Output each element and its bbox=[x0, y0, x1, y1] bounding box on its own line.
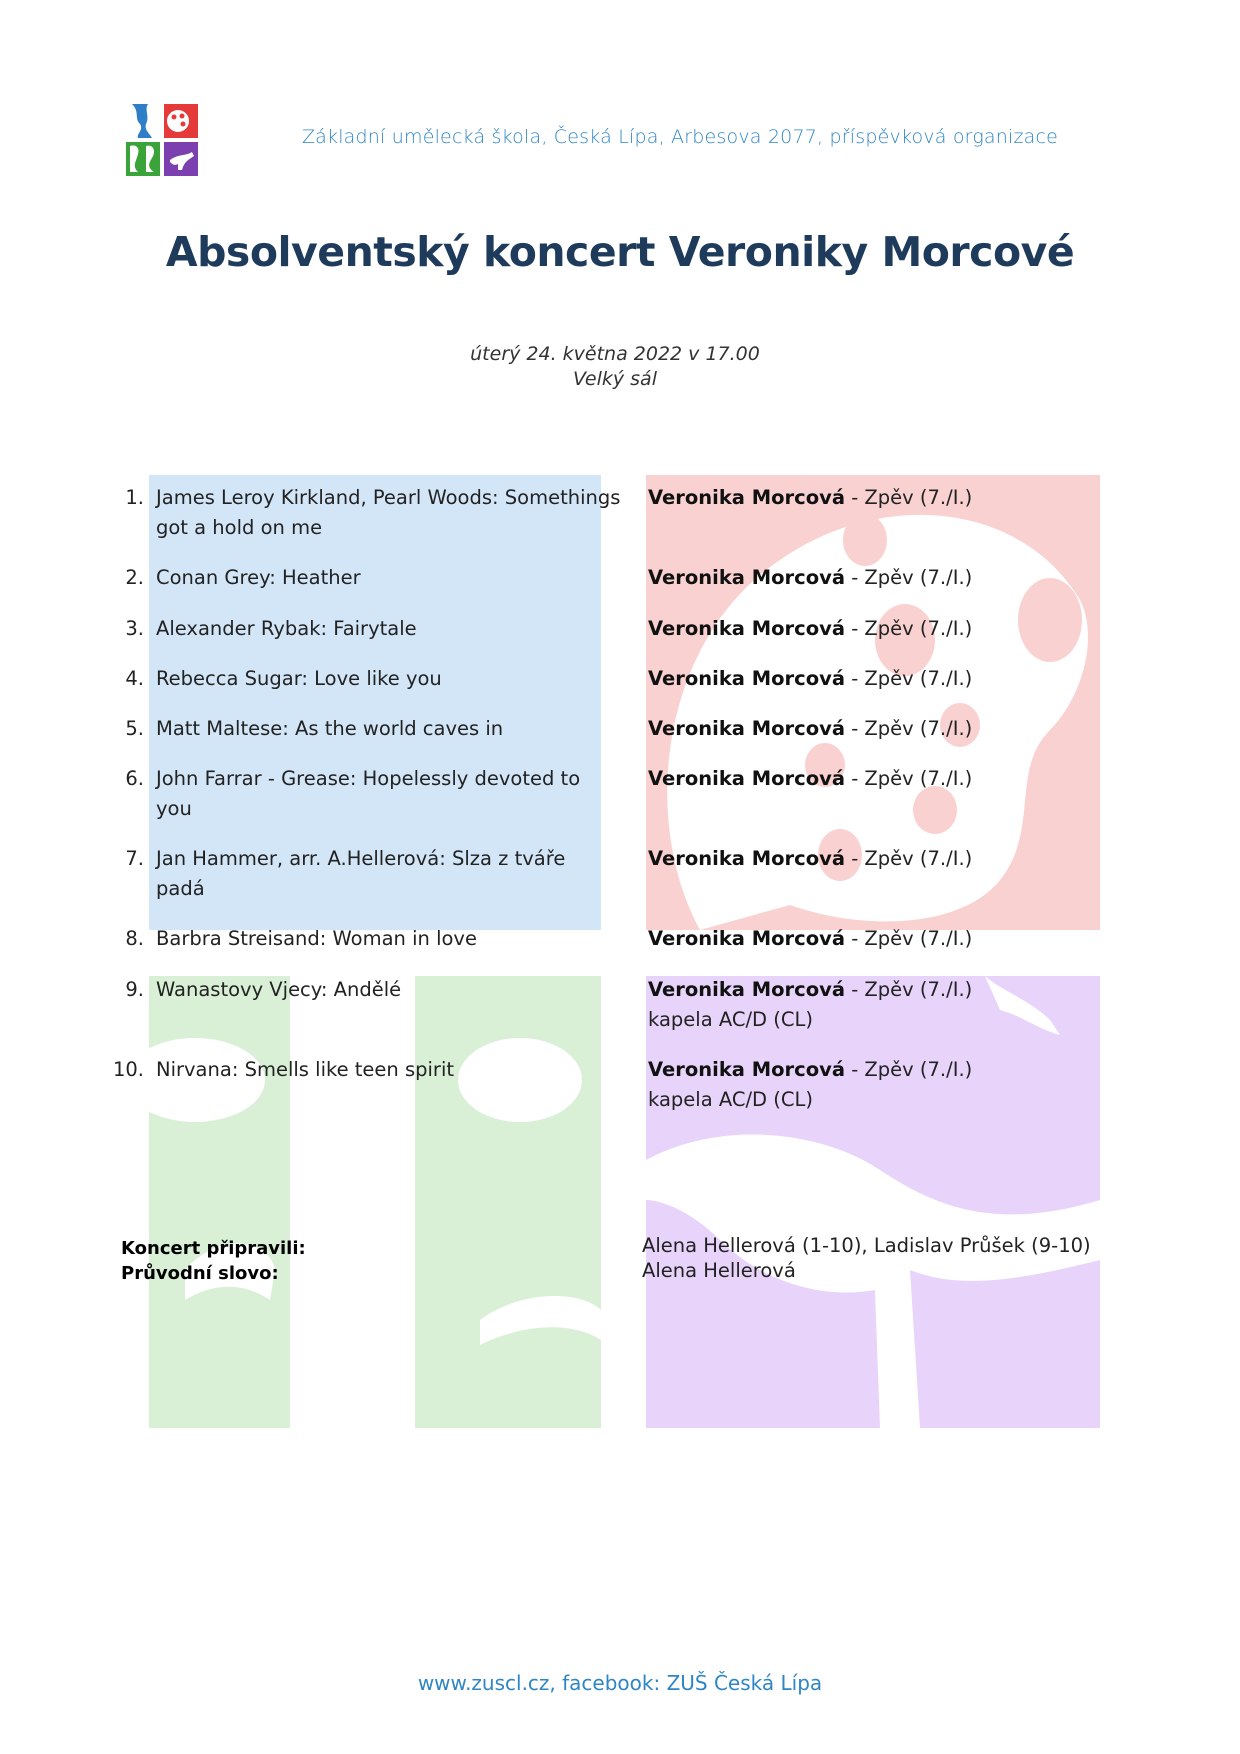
performer-role: - Zpěv (7./I.) bbox=[845, 978, 973, 1001]
item-number: 7. bbox=[125, 847, 144, 870]
item-number: 9. bbox=[125, 978, 144, 1001]
performer bbox=[648, 1055, 1108, 1115]
event-venue: Velký sál bbox=[573, 368, 657, 390]
performer-name: Veronika Morcová bbox=[648, 847, 845, 870]
performer-name: Veronika Morcová bbox=[648, 667, 845, 690]
item-number: 4. bbox=[125, 667, 144, 690]
performer-role: - Zpěv (7./I.) bbox=[845, 617, 973, 640]
event-date: úterý 24. května 2022 v 17.00 bbox=[470, 343, 760, 365]
performer-role: - Zpěv (7./I.) bbox=[845, 927, 973, 950]
performer-role: - Zpěv (7./I.) bbox=[845, 767, 973, 790]
piece-line: Barbra Streisand: Woman in love bbox=[156, 927, 477, 950]
piece-line: John Farrar - Grease: Hopelessly devoted to bbox=[156, 767, 581, 790]
performer-name: Veronika Morcová bbox=[648, 927, 845, 950]
piece-title bbox=[156, 483, 646, 543]
credits-prepared-value: Alena Hellerová (1-10), Ladislav Průšek (9-10) bbox=[642, 1234, 1091, 1257]
school-logo bbox=[126, 104, 198, 176]
item-number: 2. bbox=[125, 566, 144, 589]
performer-name: Veronika Morcová bbox=[648, 717, 845, 740]
performer bbox=[648, 483, 1108, 513]
page-title: Absolventský koncert Veroniky Morcové bbox=[165, 228, 1075, 276]
piece-line: Jan Hammer, arr. A.Hellerová: Slza z tváře bbox=[156, 847, 566, 870]
item-number: 3. bbox=[125, 617, 144, 640]
footer-links[interactable]: www.zuscl.cz, facebook: ZUŠ Česká Lípa bbox=[417, 1671, 823, 1695]
school-name: Základní umělecká škola, Česká Lípa, Arbesova 2077, příspěvková organizace bbox=[301, 126, 1059, 148]
drama-panel bbox=[125, 976, 601, 1428]
piece-line: Matt Maltese: As the world caves in bbox=[156, 717, 504, 740]
performer bbox=[648, 614, 1108, 644]
performer bbox=[648, 714, 1108, 744]
piece-title bbox=[156, 614, 646, 644]
piece-line: got a hold on me bbox=[156, 516, 323, 539]
performer-name: Veronika Morcová bbox=[648, 978, 845, 1001]
performer-name: Veronika Morcová bbox=[648, 566, 845, 589]
item-number: 1. bbox=[125, 486, 144, 509]
performer-role: - Zpěv (7./I.) bbox=[845, 847, 973, 870]
performer-role: - Zpěv (7./I.) bbox=[845, 486, 973, 509]
performer-name: Veronika Morcová bbox=[648, 486, 845, 509]
credits-prepared-label: Koncert připravili: bbox=[121, 1238, 306, 1259]
item-number: 5. bbox=[125, 717, 144, 740]
performer-extra: kapela AC/D (CL) bbox=[648, 1088, 813, 1111]
dance-panel bbox=[646, 976, 1100, 1428]
credits-speech-value: Alena Hellerová bbox=[642, 1259, 796, 1282]
piece-title bbox=[156, 664, 646, 694]
piece-title bbox=[156, 563, 646, 593]
performer-name: Veronika Morcová bbox=[648, 1058, 845, 1081]
performer bbox=[648, 975, 1108, 1035]
item-number: 6. bbox=[125, 767, 144, 790]
piece-line: you bbox=[156, 797, 192, 820]
performer bbox=[648, 664, 1108, 694]
credits-speech-label: Průvodní slovo: bbox=[121, 1263, 279, 1284]
performer-role: - Zpěv (7./I.) bbox=[845, 1058, 973, 1081]
piece-line: Wanastovy Vjecy: Andělé bbox=[156, 978, 402, 1001]
piece-line: James Leroy Kirkland, Pearl Woods: Somethings bbox=[156, 486, 621, 509]
performer bbox=[648, 844, 1108, 874]
item-number: 10. bbox=[112, 1058, 144, 1081]
performer bbox=[648, 563, 1108, 593]
piece-line: Rebecca Sugar: Love like you bbox=[156, 667, 442, 690]
piece-title bbox=[156, 714, 646, 744]
performer bbox=[648, 764, 1108, 794]
item-number: 8. bbox=[125, 927, 144, 950]
performer-name: Veronika Morcová bbox=[648, 617, 845, 640]
piece-title bbox=[156, 1055, 646, 1085]
piece-line: Alexander Rybak: Fairytale bbox=[156, 617, 417, 640]
performer bbox=[648, 924, 1108, 954]
performer-name: Veronika Morcová bbox=[648, 767, 845, 790]
piece-line: Nirvana: Smells like teen spirit bbox=[156, 1058, 455, 1081]
performer-role: - Zpěv (7./I.) bbox=[845, 667, 973, 690]
piece-title bbox=[156, 975, 646, 1005]
performer-extra: kapela AC/D (CL) bbox=[648, 1008, 813, 1031]
piece-title bbox=[156, 924, 646, 954]
piece-title bbox=[156, 844, 646, 904]
piece-title bbox=[156, 764, 646, 824]
performer-role: - Zpěv (7./I.) bbox=[845, 566, 973, 589]
performer-role: - Zpěv (7./I.) bbox=[845, 717, 973, 740]
piece-line: padá bbox=[156, 877, 205, 900]
piece-line: Conan Grey: Heather bbox=[156, 566, 361, 589]
